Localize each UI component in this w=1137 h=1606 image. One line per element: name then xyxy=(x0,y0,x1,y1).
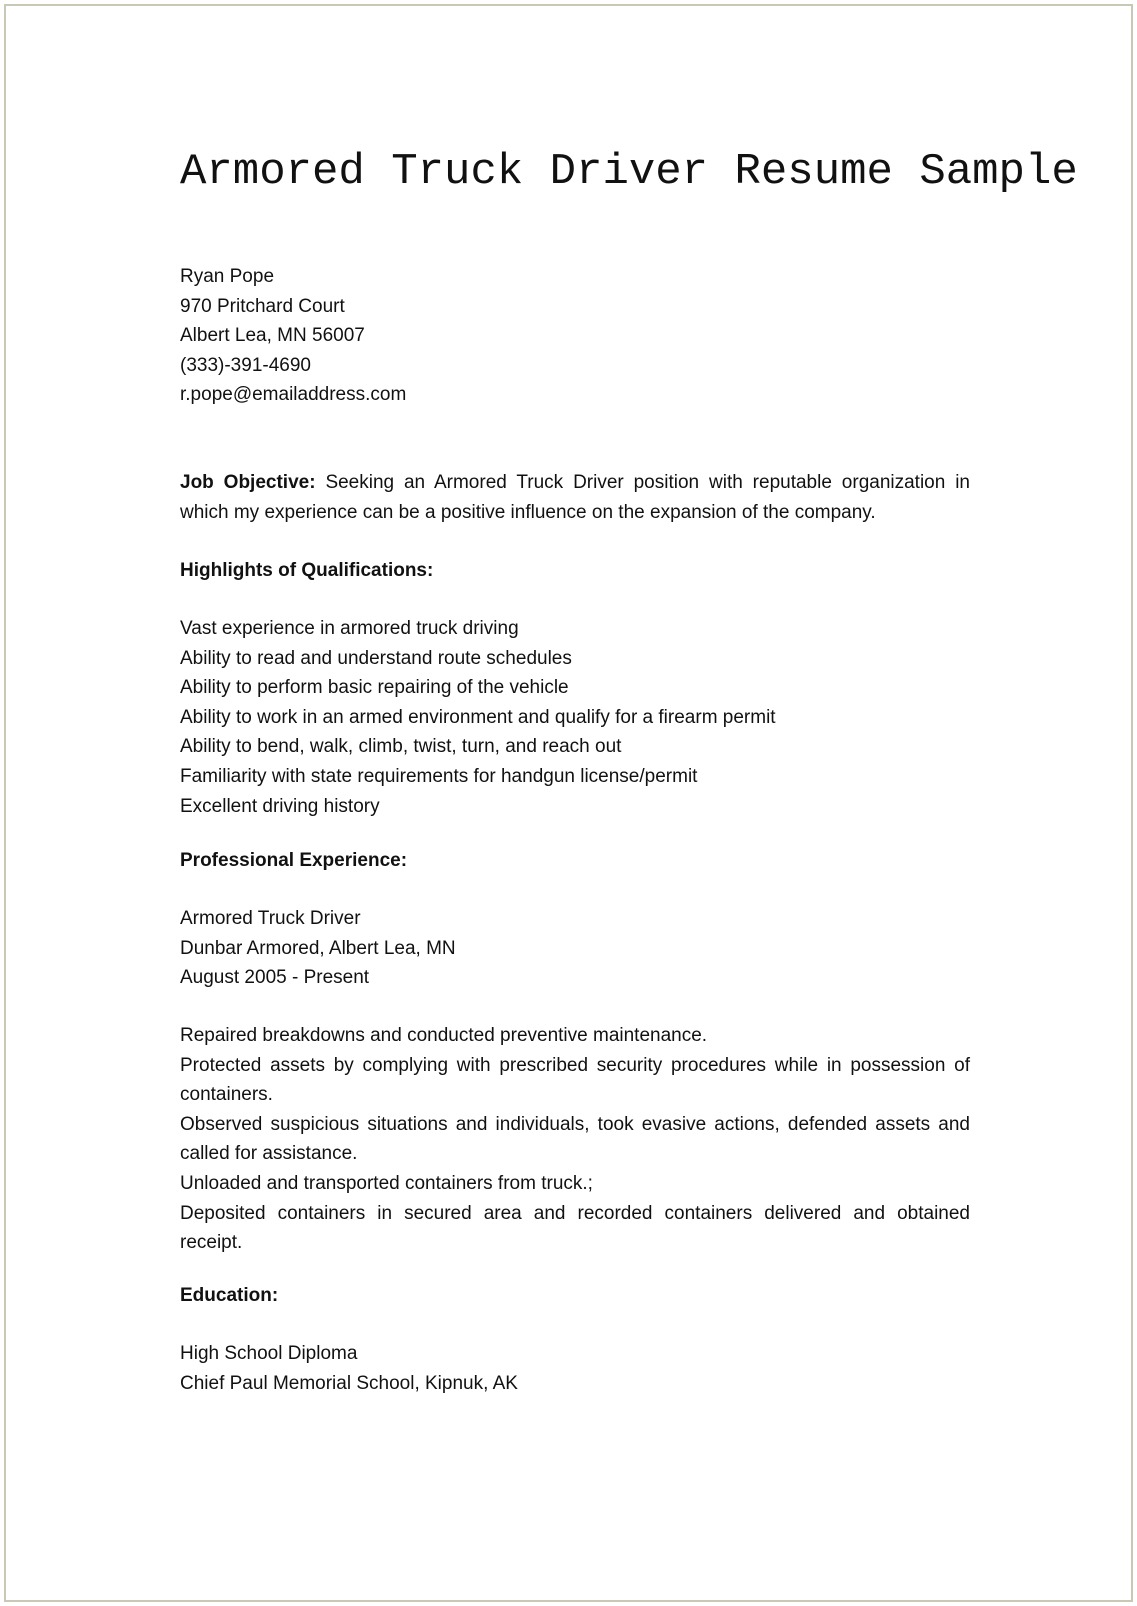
objective-label: Job Objective: xyxy=(180,472,316,493)
experience-section-heading xyxy=(180,846,970,876)
duty-item: Deposited containers in secured area and recorded containers delivered and obtained receipt. xyxy=(180,1202,970,1254)
highlight-item: Ability to read and understand route schedules xyxy=(180,647,572,669)
contact-name: Ryan Pope xyxy=(180,266,275,287)
page xyxy=(4,4,1133,1602)
job-employer: Dunbar Armored, Albert Lea, MN xyxy=(180,937,456,959)
education-heading: Education: xyxy=(180,1285,279,1306)
education-degree: High School Diploma xyxy=(180,1343,358,1364)
education-details xyxy=(180,1339,970,1398)
duties-list xyxy=(180,1021,970,1258)
objective-section xyxy=(180,468,970,527)
highlight-item: Excellent driving history xyxy=(180,795,380,817)
objective-paragraph xyxy=(180,468,970,527)
document-title: Armored Truck Driver Resume Sample xyxy=(180,147,1078,197)
contact-email: r.pope@emailaddress.com xyxy=(180,384,407,406)
objective-text: Seeking an Armored Truck Driver position with reputable organization in which my experience can be a positive influence on the expansion of the company. xyxy=(180,472,970,523)
duty-item: Observed suspicious situations and individuals, took evasive actions, defended assets and called for assistance. xyxy=(180,1113,970,1165)
job-dates: August 2005 - Present xyxy=(180,967,370,989)
highlight-item: Ability to work in an armed environment and qualify for a firearm permit xyxy=(180,706,776,728)
job-details xyxy=(180,904,970,993)
education-school: Chief Paul Memorial School, Kipnuk, AK xyxy=(180,1372,518,1394)
contact-street: 970 Pritchard Court xyxy=(180,295,345,317)
highlight-item: Familiarity with state requirements for handgun license/permit xyxy=(180,765,698,787)
duty-item: Unloaded and transported containers from truck.; xyxy=(180,1172,593,1194)
job-title: Armored Truck Driver xyxy=(180,908,361,929)
duty-item: Protected assets by complying with prescribed security procedures while in possession of containers. xyxy=(180,1054,970,1106)
duty-item: Repaired breakdowns and conducted preventive maintenance. xyxy=(180,1025,708,1046)
contact-phone: (333)-391-4690 xyxy=(180,354,311,376)
experience-heading: Professional Experience: xyxy=(180,850,408,871)
contact-block xyxy=(180,262,970,410)
highlights-section-heading xyxy=(180,556,970,586)
highlights-heading: Highlights of Qualifications: xyxy=(180,560,434,581)
highlight-item: Ability to bend, walk, climb, twist, turn, and reach out xyxy=(180,736,622,758)
highlight-item: Vast experience in armored truck driving xyxy=(180,618,519,639)
highlights-list xyxy=(180,614,970,821)
contact-city: Albert Lea, MN 56007 xyxy=(180,325,365,347)
highlight-item: Ability to perform basic repairing of the vehicle xyxy=(180,677,569,699)
education-section-heading xyxy=(180,1281,970,1311)
